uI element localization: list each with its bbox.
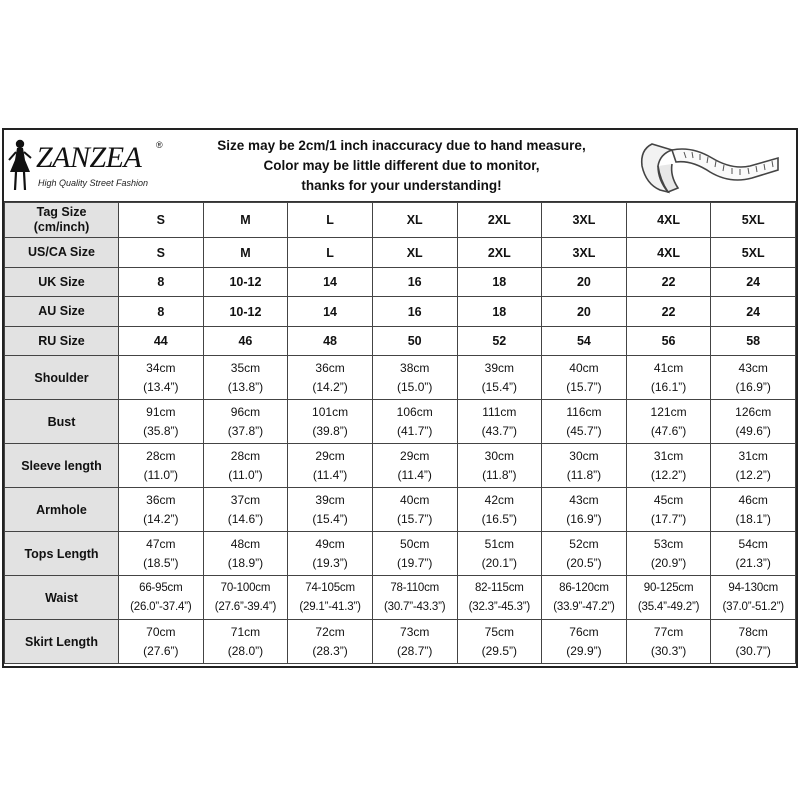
cm-value: 72cm — [315, 624, 345, 639]
measuring-tape-icon — [632, 136, 782, 198]
notice-line: Size may be 2cm/1 inch inaccuracy due to hand measure, — [217, 138, 586, 153]
measurement-row — [5, 488, 796, 532]
size-cell: 2XL — [457, 238, 542, 268]
size-cell: S — [119, 238, 204, 268]
measurement-cell — [119, 488, 204, 532]
cm-value: 28cm — [230, 448, 261, 463]
inch-value: (20.1”) — [481, 555, 517, 570]
size-cell: 16 — [372, 268, 457, 297]
measurement-cell — [119, 356, 204, 400]
size-cell: 18 — [457, 268, 542, 297]
inch-value: (18.1”) — [735, 511, 771, 526]
cm-value: 66-95cm — [139, 581, 183, 594]
brand-name: ZANZEA — [36, 141, 142, 174]
size-row — [5, 327, 796, 356]
measurement-cell — [542, 576, 627, 620]
cm-value: 48cm — [230, 536, 261, 551]
row-label: Shoulder — [5, 356, 119, 400]
inch-value: (15.0”) — [397, 379, 433, 394]
size-cell: 4XL — [626, 238, 711, 268]
measurement-cell — [203, 488, 288, 532]
measurement-cell — [372, 356, 457, 400]
measurement-cell — [542, 620, 627, 664]
size-cell: 3XL — [542, 238, 627, 268]
cm-value: 53cm — [653, 536, 684, 551]
measurement-cell — [372, 488, 457, 532]
measurement-cell — [711, 400, 796, 444]
measurement-cell — [711, 620, 796, 664]
cm-value: 78-110cm — [390, 581, 440, 594]
inch-value: (18.9”) — [227, 555, 264, 570]
measurement-cell — [542, 400, 627, 444]
cm-value: 28cm — [146, 448, 176, 463]
inch-value: (17.7”) — [650, 511, 687, 526]
inch-value: (29.5”) — [481, 643, 517, 658]
size-cell: L — [288, 203, 373, 238]
measurement-row — [5, 576, 796, 620]
cm-value: 39cm — [315, 492, 345, 507]
measurement-cell — [288, 488, 373, 532]
cm-value: 49cm — [315, 536, 345, 551]
size-cell: 18 — [457, 297, 542, 327]
size-chart — [2, 128, 798, 668]
cm-value: 36cm — [315, 360, 345, 375]
inch-value: (30.7”) — [735, 643, 771, 658]
cm-value: 29cm — [400, 448, 430, 463]
size-cell: 56 — [626, 327, 711, 356]
cm-value: 41cm — [653, 360, 684, 375]
notice-line: thanks for your understanding! — [301, 178, 502, 193]
inch-value: (37.0”-51.2”) — [722, 600, 784, 613]
measurement-cell — [203, 620, 288, 664]
inch-value: (35.8”) — [143, 423, 179, 438]
inch-value: (43.7”) — [481, 423, 517, 438]
cm-value: 91cm — [146, 404, 176, 419]
inch-value: (29.9”) — [566, 643, 602, 658]
measurement-cell — [203, 400, 288, 444]
measurement-cell — [372, 576, 457, 620]
row-label: Sleeve length — [5, 444, 119, 488]
size-cell: 22 — [626, 268, 711, 297]
cm-value: 121cm — [650, 404, 687, 419]
size-cell: 24 — [711, 268, 796, 297]
inch-value: (13.4”) — [143, 379, 179, 394]
size-cell: 20 — [542, 268, 627, 297]
measurement-cell — [119, 532, 204, 576]
measurement-cell — [372, 532, 457, 576]
size-cell: 48 — [288, 327, 373, 356]
inch-value: (30.3”) — [650, 643, 687, 658]
measurement-cell — [119, 444, 204, 488]
cm-value: 70-100cm — [220, 581, 271, 594]
notice-line: Color may be little different due to monitor, — [263, 158, 540, 173]
brand-tagline: High Quality Street Fashion — [38, 178, 149, 188]
size-row — [5, 268, 796, 297]
row-label: AU Size — [5, 297, 119, 327]
row-label: Skirt Length — [5, 620, 119, 664]
size-cell: 52 — [457, 327, 542, 356]
size-cell: 4XL — [626, 203, 711, 238]
measurement-row — [5, 356, 796, 400]
inch-value: (20.5”) — [566, 555, 602, 570]
cm-value: 40cm — [400, 492, 430, 507]
inch-value: (37.8”) — [227, 423, 264, 438]
measurement-cell — [542, 488, 627, 532]
row-label: US/CA Size — [5, 238, 119, 268]
inch-value: (39.8”) — [312, 423, 348, 438]
cm-value: 43cm — [738, 360, 768, 375]
measurement-cell — [626, 400, 711, 444]
measurement-cell — [372, 444, 457, 488]
measurement-cell — [119, 620, 204, 664]
cm-value: 35cm — [230, 360, 261, 375]
measurement-cell — [711, 444, 796, 488]
row-label: Waist — [5, 576, 119, 620]
measurement-cell — [542, 532, 627, 576]
inch-value: (30.7”-43.3”) — [384, 600, 446, 613]
brand-logo — [6, 136, 176, 196]
inch-value: (28.7”) — [397, 643, 433, 658]
cm-value: 46cm — [738, 492, 768, 507]
inch-value: (12.2”) — [650, 467, 687, 482]
row-label: UK Size — [5, 268, 119, 297]
cm-value: 42cm — [484, 492, 514, 507]
cm-value: 51cm — [484, 536, 514, 551]
cm-value: 73cm — [400, 624, 430, 639]
cm-value: 30cm — [569, 448, 599, 463]
measurement-row — [5, 532, 796, 576]
measurement-cell — [457, 400, 542, 444]
measurement-cell — [372, 620, 457, 664]
size-cell: 14 — [288, 268, 373, 297]
cm-value: 111cm — [482, 404, 517, 419]
size-cell: 14 — [288, 297, 373, 327]
size-cell: L — [288, 238, 373, 268]
size-cell: M — [203, 203, 288, 238]
size-cell: 3XL — [542, 203, 627, 238]
inch-value: (20.9”) — [650, 555, 687, 570]
row-label: Tag Size (cm/inch) — [5, 203, 119, 238]
size-cell: 46 — [203, 327, 288, 356]
cm-value: 54cm — [738, 536, 768, 551]
size-row — [5, 203, 796, 238]
measurement-cell — [626, 620, 711, 664]
cm-value: 77cm — [653, 624, 684, 639]
row-label: Bust — [5, 400, 119, 444]
size-cell: XL — [372, 238, 457, 268]
inch-value: (45.7”) — [566, 423, 602, 438]
cm-value: 45cm — [653, 492, 684, 507]
size-cell: 10-12 — [203, 268, 288, 297]
inch-value: (16.1”) — [650, 379, 687, 394]
cm-value: 38cm — [400, 360, 430, 375]
measurement-cell — [711, 532, 796, 576]
inch-value: (16.5”) — [481, 511, 517, 526]
size-row — [5, 297, 796, 327]
size-cell: 44 — [119, 327, 204, 356]
measurement-cell — [457, 620, 542, 664]
measurement-cell — [711, 356, 796, 400]
measurement-cell — [119, 400, 204, 444]
size-cell: M — [203, 238, 288, 268]
inch-value: (18.5”) — [143, 555, 179, 570]
woman-silhouette-icon — [6, 138, 34, 194]
measurement-row — [5, 400, 796, 444]
cm-value: 36cm — [146, 492, 176, 507]
inch-value: (35.4”-49.2”) — [637, 600, 700, 613]
inch-value: (11.4”) — [397, 467, 432, 482]
measurement-cell — [119, 576, 204, 620]
cm-value: 43cm — [569, 492, 599, 507]
measurement-cell — [542, 444, 627, 488]
measurement-cell — [288, 532, 373, 576]
measurement-cell — [457, 532, 542, 576]
size-cell: S — [119, 203, 204, 238]
cm-value: 71cm — [230, 624, 261, 639]
measurement-cell — [203, 576, 288, 620]
size-cell: 10-12 — [203, 297, 288, 327]
inch-value: (33.9”-47.2”) — [553, 600, 615, 613]
measurement-cell — [288, 356, 373, 400]
size-cell: 8 — [119, 268, 204, 297]
measurement-cell — [626, 488, 711, 532]
inch-value: (49.6”) — [735, 423, 771, 438]
cm-value: 90-125cm — [643, 581, 694, 594]
cm-value: 116cm — [566, 404, 602, 419]
measurement-cell — [203, 532, 288, 576]
size-cell: 8 — [119, 297, 204, 327]
inch-value: (27.6”-39.4”) — [214, 600, 277, 613]
size-cell: 16 — [372, 297, 457, 327]
cm-value: 30cm — [484, 448, 514, 463]
measurement-cell — [711, 488, 796, 532]
cm-value: 101cm — [312, 404, 349, 419]
size-cell: 54 — [542, 327, 627, 356]
inch-value: (15.7”) — [397, 511, 433, 526]
measurement-row — [5, 620, 796, 664]
measurement-cell — [626, 532, 711, 576]
inch-value: (28.0”) — [227, 643, 264, 658]
inch-value: (41.7”) — [397, 423, 433, 438]
cm-value: 37cm — [230, 492, 261, 507]
inch-value: (32.3”-45.3”) — [468, 600, 530, 613]
size-cell: 58 — [711, 327, 796, 356]
inch-value: (13.8”) — [227, 379, 264, 394]
cm-value: 86-120cm — [559, 581, 609, 594]
inch-value: (11.8”) — [566, 467, 602, 482]
measurement-cell — [626, 576, 711, 620]
inch-value: (16.9”) — [735, 379, 771, 394]
cm-value: 31cm — [738, 448, 768, 463]
measurement-cell — [542, 356, 627, 400]
cm-value: 39cm — [484, 360, 514, 375]
cm-value: 31cm — [653, 448, 684, 463]
size-cell: 22 — [626, 297, 711, 327]
inch-value: (47.6”) — [650, 423, 687, 438]
cm-value: 47cm — [146, 536, 176, 551]
measurement-cell — [626, 444, 711, 488]
measurement-cell — [372, 400, 457, 444]
inch-value: (14.6”) — [227, 511, 264, 526]
size-row — [5, 238, 796, 268]
cm-value: 76cm — [569, 624, 599, 639]
cm-value: 96cm — [230, 404, 261, 419]
cm-value: 50cm — [400, 536, 430, 551]
inch-value: (11.0”) — [228, 467, 263, 482]
row-label: Tops Length — [5, 532, 119, 576]
cm-value: 94-130cm — [728, 581, 778, 594]
measurement-row — [5, 444, 796, 488]
measurement-cell — [457, 576, 542, 620]
measurement-cell — [288, 400, 373, 444]
measurement-cell — [711, 576, 796, 620]
inch-value: (19.3”) — [312, 555, 348, 570]
measurement-cell — [203, 356, 288, 400]
inch-value: (11.4”) — [312, 467, 348, 482]
registered-mark: ® — [156, 140, 163, 150]
cm-value: 75cm — [484, 624, 514, 639]
row-label: RU Size — [5, 327, 119, 356]
size-cell: 24 — [711, 297, 796, 327]
inch-value: (15.7”) — [566, 379, 602, 394]
measurement-cell — [626, 356, 711, 400]
inch-value: (27.6”) — [143, 643, 179, 658]
inch-value: (26.0”-37.4”) — [130, 600, 192, 613]
row-label: Armhole — [5, 488, 119, 532]
size-cell: 20 — [542, 297, 627, 327]
cm-value: 78cm — [738, 624, 768, 639]
measurement-cell — [457, 444, 542, 488]
cm-value: 34cm — [146, 360, 176, 375]
inch-value: (21.3”) — [735, 555, 771, 570]
cm-value: 29cm — [315, 448, 345, 463]
measurement-cell — [288, 444, 373, 488]
inch-value: (14.2”) — [312, 379, 348, 394]
measurement-notice — [204, 136, 599, 196]
inch-value: (16.9”) — [566, 511, 602, 526]
inch-value: (29.1”-41.3”) — [299, 600, 361, 613]
size-cell: 50 — [372, 327, 457, 356]
inch-value: (12.2”) — [735, 467, 771, 482]
measurement-cell — [203, 444, 288, 488]
cm-value: 40cm — [569, 360, 599, 375]
inch-value: (19.7”) — [397, 555, 433, 570]
cm-value: 70cm — [146, 624, 176, 639]
inch-value: (11.8”) — [482, 467, 517, 482]
size-cell: XL — [372, 203, 457, 238]
size-table — [4, 202, 796, 664]
cm-value: 82-115cm — [474, 581, 524, 594]
chart-header — [4, 130, 796, 202]
cm-value: 74-105cm — [305, 581, 355, 594]
cm-value: 126cm — [735, 404, 772, 419]
inch-value: (11.0”) — [143, 467, 179, 482]
size-cell: 2XL — [457, 203, 542, 238]
measurement-cell — [457, 488, 542, 532]
cm-value: 52cm — [569, 536, 599, 551]
measurement-cell — [288, 620, 373, 664]
inch-value: (15.4”) — [481, 379, 517, 394]
inch-value: (14.2”) — [143, 511, 179, 526]
inch-value: (15.4”) — [312, 511, 348, 526]
measurement-cell — [457, 356, 542, 400]
measurement-cell — [288, 576, 373, 620]
cm-value: 106cm — [396, 404, 433, 419]
size-cell: 5XL — [711, 203, 796, 238]
inch-value: (28.3”) — [312, 643, 348, 658]
size-cell: 5XL — [711, 238, 796, 268]
